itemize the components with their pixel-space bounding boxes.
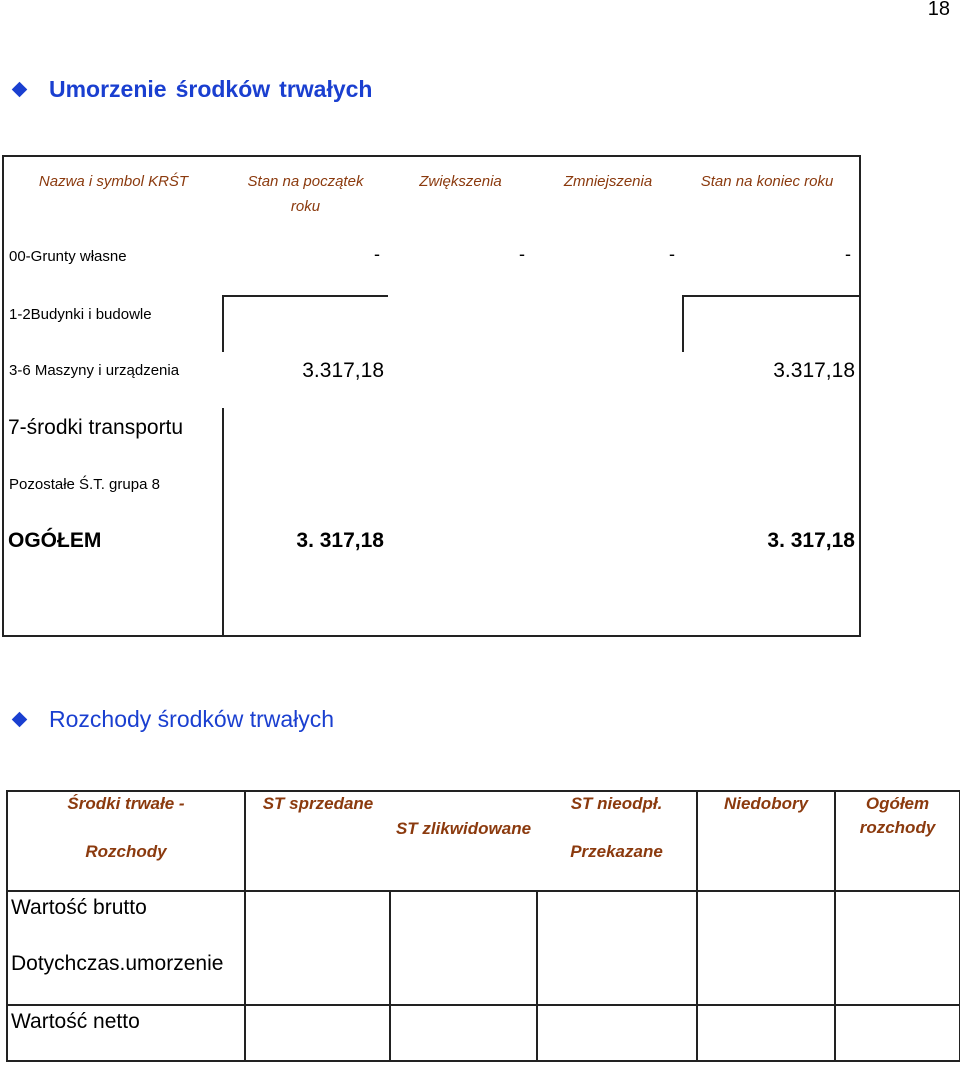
cell-value: [223, 466, 388, 522]
header-line: ST sprzedane: [262, 794, 374, 813]
header-line: ST zlikwidowane: [395, 819, 532, 838]
header-line: ST nieodpł.: [570, 794, 663, 813]
header-line: Przekazane: [570, 842, 663, 861]
cell-value-total: 3. 317,18: [767, 529, 855, 552]
row-label: 3-6 Maszyny i urządzenia: [9, 362, 180, 379]
cell-value: [245, 949, 390, 1005]
row-label: Pozostałe Ś.T. grupa 8: [9, 476, 160, 493]
header-line: Środki trwałe -: [67, 794, 185, 813]
row-label-total: OGÓŁEM: [8, 529, 102, 552]
cell-value: [223, 296, 388, 352]
table-row-total: [3, 522, 860, 636]
cell-value: [537, 949, 697, 1005]
cell-value: [683, 296, 860, 352]
header-total-disposals: [835, 791, 960, 891]
heading-word: trwałych: [279, 76, 373, 102]
cell-value: -: [519, 244, 525, 264]
cell-value: -: [669, 244, 675, 264]
row-label: Dotychczas.umorzenie: [7, 949, 245, 1005]
header-line: Ogółem: [865, 794, 930, 813]
header-line: rozchody: [859, 818, 936, 837]
table-row: [3, 296, 860, 352]
header-start-balance: Stan na początek roku: [247, 173, 364, 215]
heading-text: Rozchody środków trwałych: [49, 706, 335, 732]
table-row: [7, 949, 960, 1005]
cell-value: [388, 408, 533, 466]
row-label: 7-środki transportu: [8, 416, 184, 439]
table-header-row: [7, 791, 960, 891]
cell-value: [388, 296, 533, 352]
cell-value: [533, 352, 683, 408]
cell-value: [537, 1005, 697, 1061]
table-header-row: [3, 156, 860, 238]
depreciation-table: [2, 155, 861, 637]
cell-value: [245, 1005, 390, 1061]
cell-value: [533, 296, 683, 352]
cell-value: [223, 408, 388, 466]
cell-value: [390, 891, 537, 949]
heading-word: środków: [175, 76, 271, 102]
header-transferred: [537, 791, 697, 891]
cell-value: [697, 891, 835, 949]
cell-value: [537, 891, 697, 949]
cell-value: [697, 949, 835, 1005]
table-row: [3, 466, 860, 522]
disposals-table: [6, 790, 960, 1062]
header-shortages: [697, 791, 835, 891]
cell-value: -: [845, 244, 851, 264]
cell-value: 3.317,18: [302, 359, 384, 382]
row-label: 00-Grunty własne: [9, 248, 127, 265]
header-liquidated: [390, 791, 537, 891]
cell-value: [683, 466, 860, 522]
cell-value: [683, 408, 860, 466]
header-increases: Zwiększenia: [419, 173, 502, 190]
row-label: Wartość netto: [7, 1005, 245, 1061]
cell-value: [388, 352, 533, 408]
row-label: 1-2Budynki i budowle: [9, 306, 152, 323]
cell-value: [835, 1005, 960, 1061]
cell-value: [835, 891, 960, 949]
cell-value: [697, 1005, 835, 1061]
header-sold: [245, 791, 390, 891]
cell-value: -: [374, 244, 380, 264]
cell-value: [390, 1005, 537, 1061]
cell-value: 3.317,18: [773, 359, 855, 382]
cell-value: [390, 949, 537, 1005]
table-row: [3, 352, 860, 408]
section-heading-umorzenie: [12, 76, 382, 103]
header-line: Niedobory: [723, 794, 809, 813]
cell-value: [835, 949, 960, 1005]
header-name-symbol: Nazwa i symbol KRŚT: [38, 173, 189, 190]
cell-value: [388, 466, 533, 522]
header-end-balance: Stan na koniec roku: [700, 173, 834, 190]
heading-word: Umorzenie: [49, 76, 167, 102]
table-row: [7, 1005, 960, 1061]
bullet-diamond-icon: [12, 712, 28, 728]
table-row: [7, 891, 960, 949]
section-heading-rozchody: [12, 706, 334, 733]
cell-value: [533, 466, 683, 522]
table-row: [3, 238, 860, 296]
cell-value: [388, 522, 533, 636]
cell-value: [533, 408, 683, 466]
header-decreases: Zmniejszenia: [563, 173, 653, 190]
row-label: Wartość brutto: [7, 891, 245, 949]
table-row: [3, 408, 860, 466]
cell-value-total: 3. 317,18: [223, 522, 388, 636]
bullet-diamond-icon: [12, 82, 28, 98]
cell-value: [245, 891, 390, 949]
cell-value: [533, 522, 683, 636]
header-fixed-assets: [7, 791, 245, 891]
header-line: Rozchody: [85, 842, 167, 861]
page-number: 18: [927, 0, 950, 20]
